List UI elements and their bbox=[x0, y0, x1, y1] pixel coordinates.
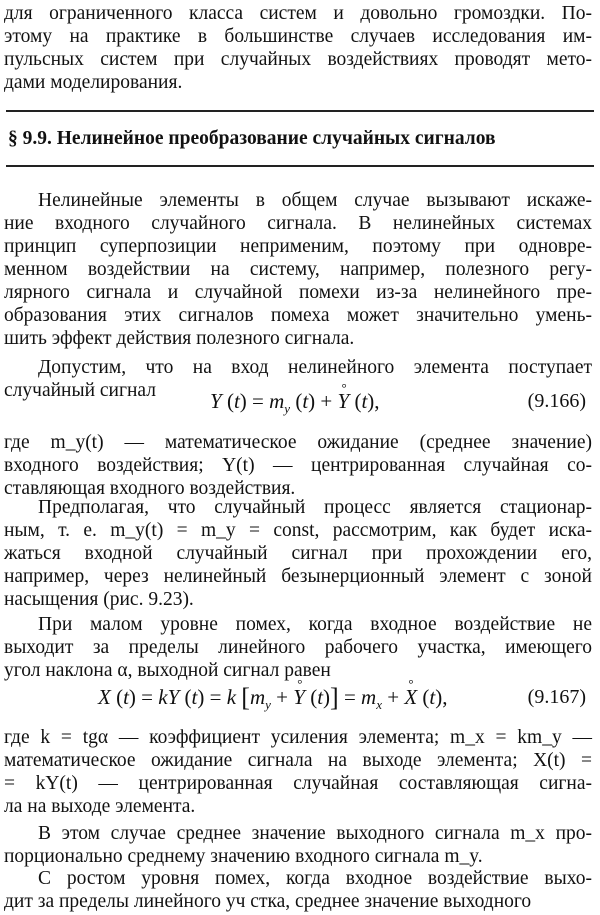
text-line: этому на практике в большинстве случаев исследования им- bbox=[4, 26, 592, 47]
equation-9-167: X (t) = kY (t) = k [$m_y$ + ° Y $(t)] = m_x$ + ° X (t), bbox=[98, 682, 448, 712]
text-line: В этом случае среднее значение выходного сигнала m_x про- bbox=[38, 823, 592, 844]
text-line: например, через нелинейный безынерционный элемент с зоной bbox=[4, 566, 592, 587]
text-line: случайный сигнал bbox=[4, 380, 156, 401]
section-rule-bottom bbox=[6, 165, 594, 167]
text-line: дами моделирования. bbox=[4, 72, 183, 93]
text-line: принцип суперпозиции неприменим, поэтому при одновре- bbox=[4, 236, 592, 257]
text-line: порционально среднему значению входного сигнала m_y. bbox=[4, 846, 483, 867]
section-heading: § 9.9. Нелинейное преобразование случайных сигналов bbox=[8, 128, 496, 149]
text-line: лярного сигнала и случайной помехи из-за нелинейного пре- bbox=[4, 282, 592, 303]
text-line: угол наклона α, выходной сигнал равен bbox=[4, 660, 331, 681]
text-line: для ограниченного класса систем и довольно громоздки. По- bbox=[4, 3, 592, 24]
text-line: С ростом уровня помех, когда входное воздействие выхо- bbox=[38, 868, 592, 889]
text-line: ставляющая входного воздействия. bbox=[4, 478, 296, 499]
text-line: шить эффект действия полезного сигнала. bbox=[4, 328, 355, 349]
text-line: входного воздействия; Y(t) — центрированная случайная со- bbox=[4, 455, 592, 476]
text-line: насыщения (рис. 9.23). bbox=[4, 589, 194, 610]
text-line: образования этих сигналов помеха может значительно умень- bbox=[4, 305, 592, 326]
text-line: ным, т. е. m_y(t) = m_y = const, рассмотрим, как будет иска- bbox=[4, 520, 592, 541]
text-line: Допустим, что на вход нелинейного элемента поступает bbox=[38, 357, 592, 378]
text-line: где m_y(t) — математическое ожидание (среднее значение) bbox=[4, 432, 592, 453]
text-line: ние входного случайного сигнала. В нелинейных системах bbox=[4, 213, 592, 234]
text-line: где k = tgα — коэффициент усиления элемента; m_x = km_y — bbox=[4, 727, 592, 748]
text-line: менном воздействии на систему, например, полезного регу- bbox=[4, 259, 592, 280]
text-line: Предполагая, что случайный процесс является стационар- bbox=[38, 497, 592, 518]
text-line: Нелинейные элементы в общем случае вызывают искаже- bbox=[38, 190, 592, 211]
text-line: пульсных систем при случайных воздействиях проводят мето- bbox=[4, 49, 592, 70]
equation-number: (9.167) bbox=[527, 686, 586, 708]
text-line: математическое ожидание сигнала на выходе элемента; X(t) = bbox=[4, 750, 592, 771]
text-line: жаться входной случайный сигнал при прохождении его, bbox=[4, 543, 592, 564]
text-line: ла на выходе элемента. bbox=[4, 796, 196, 817]
equation-9-166: Y $(t) = m_y$ (t) + ° Y (t), bbox=[210, 386, 380, 416]
section-rule-top bbox=[6, 110, 594, 112]
text-line: дит за пределы линейного уч стка, среднее значение выходного bbox=[4, 891, 532, 912]
text-line: выходит за пределы линейного рабочего участка, имеющего bbox=[4, 637, 592, 658]
text-line: = kY(t) — центрированная случайная составляющая сигна- bbox=[4, 773, 592, 794]
text-line: При малом уровне помех, когда входное воздействие не bbox=[38, 614, 592, 635]
equation-number: (9.166) bbox=[527, 390, 586, 412]
